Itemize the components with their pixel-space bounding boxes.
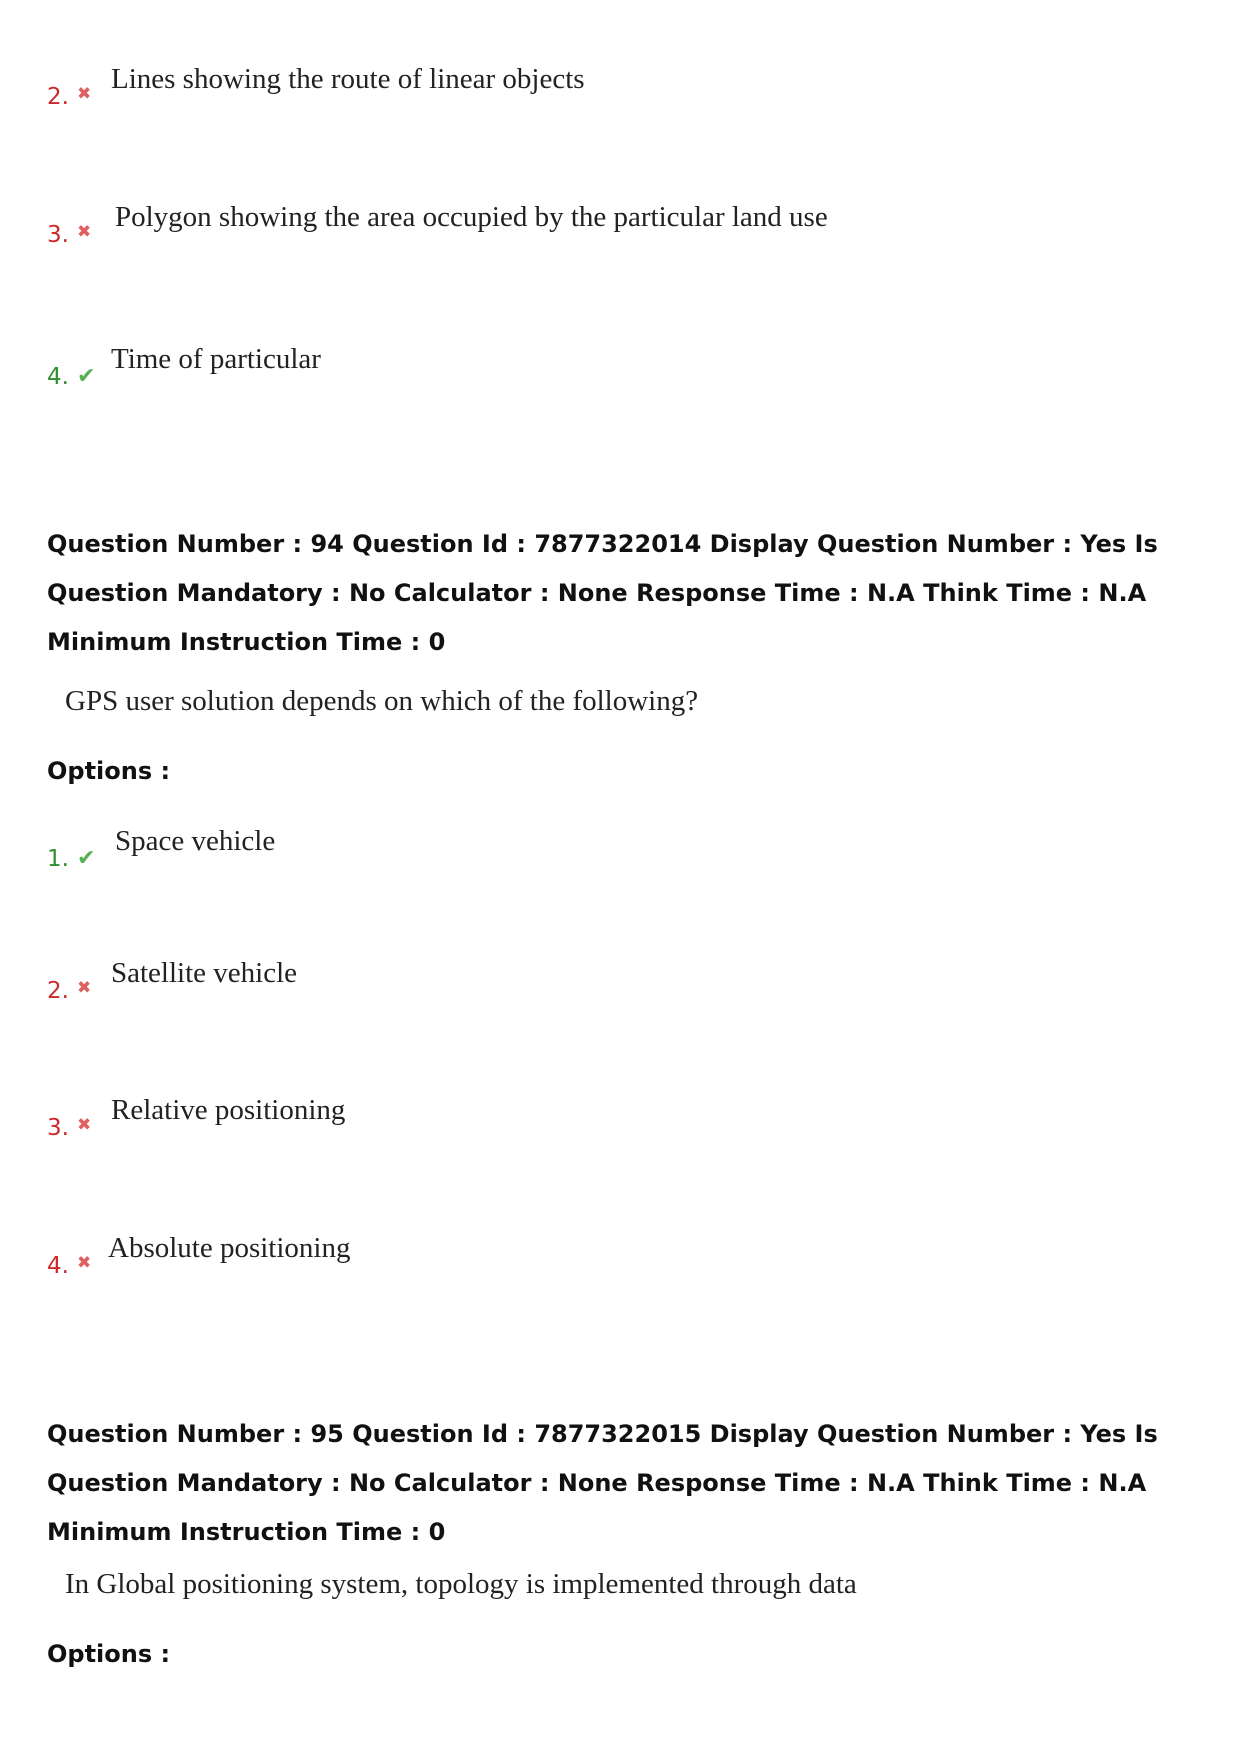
option-row [47,343,321,397]
option-row [47,201,828,255]
check-icon: ✔ [77,846,96,871]
option-row [47,1232,351,1286]
question-text: In Global positioning system, topology is implemented through data [65,1568,857,1600]
option-text: Polygon showing the area occupied by the particular land use [115,201,828,233]
option-number: 3. [47,222,69,248]
option-text: Lines showing the route of linear objects [111,63,585,95]
question-text: GPS user solution depends on which of the following? [65,685,699,717]
options-label: Options : [47,1640,171,1668]
cross-icon: ✖ [77,222,92,242]
check-icon: ✔ [77,364,96,389]
option-number: 4. [47,1253,69,1279]
option-text: Time of particular [111,343,321,375]
option-number: 1. [47,846,69,872]
option-text: Satellite vehicle [111,957,298,989]
cross-icon: ✖ [77,84,92,104]
options-label: Options : [47,757,171,785]
cross-icon: ✖ [77,1253,92,1273]
option-row [47,957,298,1011]
option-number: 4. [47,364,69,390]
option-row [47,1094,346,1148]
option-number: 2. [47,978,69,1004]
option-number: 2. [47,84,69,110]
option-text: Relative positioning [111,1094,346,1126]
option-row [47,63,585,117]
option-row [47,825,276,879]
cross-icon: ✖ [77,1115,92,1135]
cross-icon: ✖ [77,978,92,998]
question-metadata: Question Number : 95 Question Id : 7877322015 Display Question Number : Yes Is Question Mandatory : No Calculator : None Response Time : N.A Think Time : N.A Minimum Instruction Time : 0 [47,1420,1158,1546]
option-text: Space vehicle [115,825,276,857]
option-text: Absolute positioning [108,1232,351,1264]
question-metadata: Question Number : 94 Question Id : 7877322014 Display Question Number : Yes Is Question Mandatory : No Calculator : None Response Time : N.A Think Time : N.A Minimum Instruction Time : 0 [47,530,1158,656]
option-number: 3. [47,1115,69,1141]
